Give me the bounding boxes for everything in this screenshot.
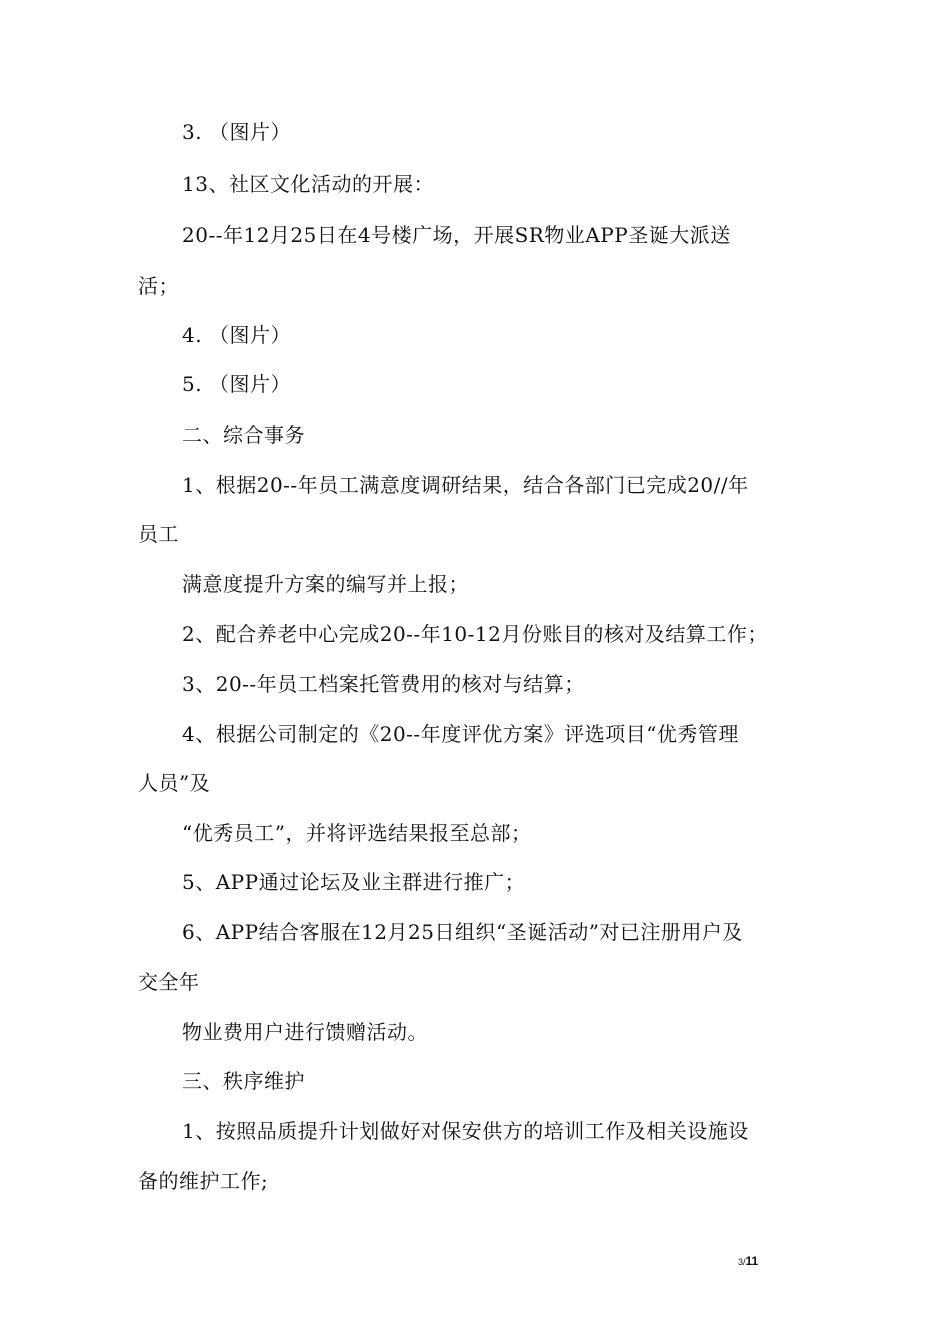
text-line: 活； (138, 274, 179, 298)
text-line: 满意度提升方案的编写并上报； (182, 572, 469, 596)
text-line: 物业费用户进行馈赠活动。 (182, 1020, 428, 1044)
page-current: 3 (738, 1257, 744, 1267)
text-line: 1、按照品质提升计划做好对保安供方的培训工作及相关设施设 (182, 1119, 749, 1143)
text-line: 员工 (138, 522, 179, 546)
text-line: 5. （图片） (182, 372, 291, 396)
text-line: 备的维护工作; (138, 1169, 269, 1193)
text-line: “优秀员工”，并将评选结果报至总部； (182, 821, 532, 845)
text-line: 13、社区文化活动的开展： (182, 172, 434, 196)
page-number (738, 1253, 758, 1270)
section-heading: 二、综合事务 (182, 423, 305, 447)
text-line: 3. （图片） (182, 120, 291, 144)
text-line: 5、APP通过论坛及业主群进行推广； (182, 870, 526, 894)
text-line: 交全年 (138, 970, 200, 994)
text-line: 人员”及 (138, 771, 211, 795)
text-line: 3、20--年员工档案托管费用的核对与结算； (182, 672, 585, 696)
page-separator: / (743, 1257, 746, 1267)
text-line: 1、根据20--年员工满意度调研结果，结合各部门已完成20//年 (182, 473, 749, 497)
text-line: 4、根据公司制定的《20--年度评优方案》评选项目“优秀管理 (182, 722, 739, 746)
text-line: 2、配合养老中心完成20--年10-12月份账目的核对及结算工作； (182, 622, 768, 646)
text-line: 20--年12月25日在4号楼广场，开展SR物业APP圣诞大派送 (182, 223, 731, 247)
section-heading: 三、秩序维护 (182, 1069, 305, 1093)
text-line: 6、APP结合客服在12月25日组织“圣诞活动”对已注册用户及 (182, 920, 743, 944)
text-line: 4. （图片） (182, 323, 291, 347)
page-total: 11 (745, 1254, 759, 1268)
